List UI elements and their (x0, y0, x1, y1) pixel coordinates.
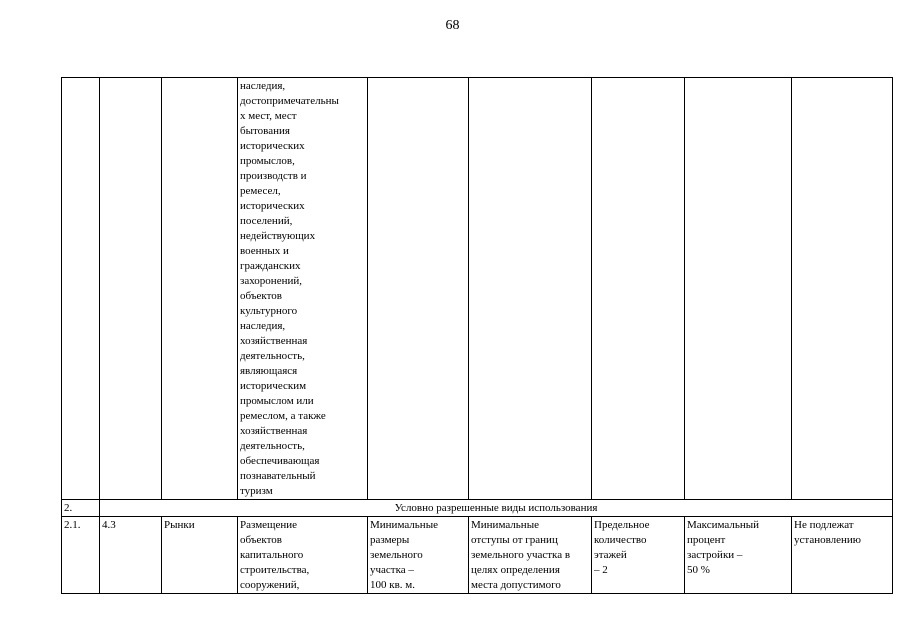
section-number: 2. (62, 500, 100, 517)
item-other (792, 517, 893, 594)
item-min-plot-size-text: Минимальные размеры земельного участка – 100 кв. м. (370, 519, 438, 591)
page-number: 68 (445, 18, 460, 33)
description-continued-text: наследия, достопримечательны х мест, мест бытования исторических промыслов, производств и ремесел, исторических поселений, недействующих военных и гражданских захоронений, объектов культурного наследия, хозяйственная деятельность, являющаяся историческим промыслом или ремеслом, а также хозяйственная деятельность, обеспечивающая познавательный туризм (240, 80, 339, 497)
item-max-coverage (685, 517, 792, 594)
item-description (238, 517, 368, 594)
item-min-setbacks-text: Минимальные отступы от границ земельного участка в целях определения места допустимого (471, 519, 571, 591)
item-name-text: Рынки (164, 519, 195, 531)
item-max-floors (592, 517, 685, 594)
cell-empty (162, 78, 238, 500)
item-min-plot-size (368, 517, 469, 594)
item-max-coverage-text: Максимальный процент застройки – 50 % (687, 519, 760, 576)
cell-empty (592, 78, 685, 500)
item-code (100, 517, 162, 594)
cell-empty (62, 78, 100, 500)
item-number-text: 2.1. (64, 519, 81, 531)
item-number (62, 517, 100, 594)
section-title: Условно разрешенные виды использования (100, 500, 893, 517)
item-max-floors-text: Предельное количество этажей – 2 (594, 519, 650, 576)
section-row (62, 500, 893, 517)
item-name (162, 517, 238, 594)
cell-empty (368, 78, 469, 500)
item-description-text: Размещение объектов капитального строительства, сооружений, (240, 519, 310, 591)
cell-empty (792, 78, 893, 500)
continuation-row (62, 78, 893, 500)
cell-empty (100, 78, 162, 500)
item-min-setbacks (469, 517, 592, 594)
item-code-text: 4.3 (102, 519, 116, 531)
cell-description-continued (238, 78, 368, 500)
cell-empty (685, 78, 792, 500)
cell-empty (469, 78, 592, 500)
item-row (62, 517, 893, 594)
item-other-text: Не подлежат установлению (794, 519, 862, 546)
regulations-table (61, 77, 893, 594)
